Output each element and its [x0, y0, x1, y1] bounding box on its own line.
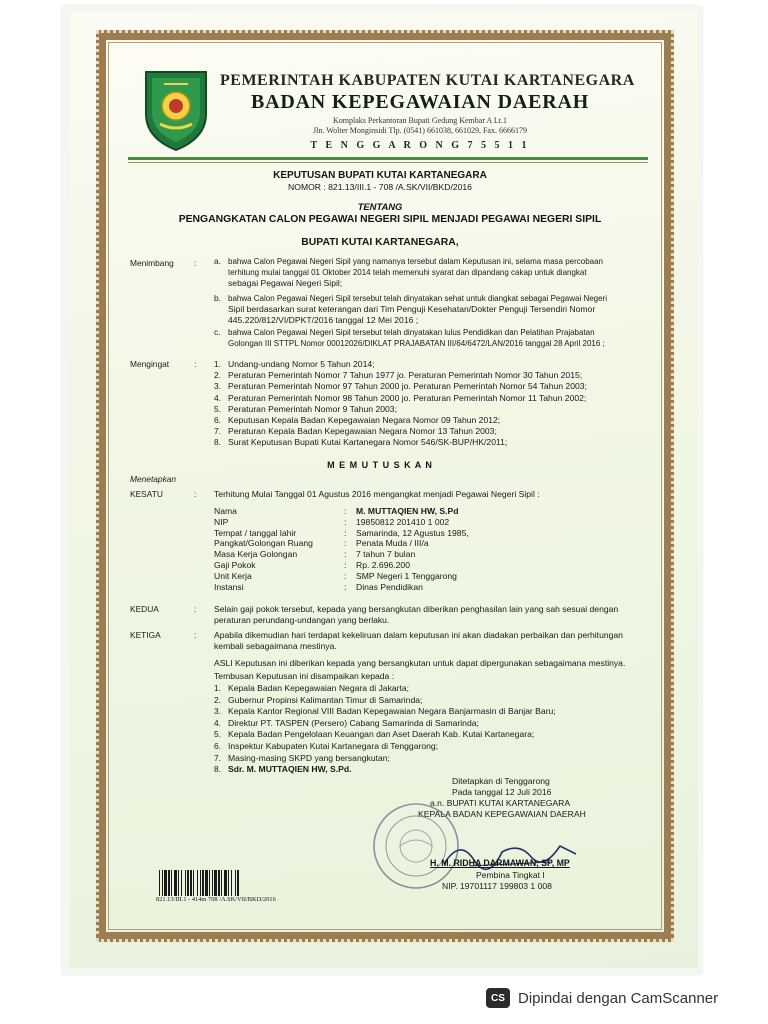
barcode-bar — [231, 870, 232, 896]
barcode-bar — [235, 870, 236, 896]
barcode-bar — [168, 870, 170, 896]
mengingat-number: 7. — [214, 426, 221, 437]
barcode-bar — [162, 870, 163, 896]
field-value: Rp. 2.696.200 — [356, 560, 410, 570]
field-sep: : — [344, 570, 347, 581]
barcode-bar — [185, 870, 186, 896]
mengingat-number: 3. — [214, 381, 221, 392]
field-label: NIP — [214, 516, 229, 527]
mengingat-number: 6. — [214, 415, 221, 425]
menetapkan-label: Menetapkan — [130, 474, 177, 484]
field-sep: : — [344, 516, 347, 527]
tembusan-item: Kepala Badan Pengelolaan Keuangan dan Aset Daerah Kab. Kutai Kartanegara; — [228, 729, 535, 740]
mengingat-number: 1. — [214, 359, 221, 369]
barcode-bar — [197, 870, 198, 896]
tentang-heading: TENTANG — [357, 201, 403, 212]
mengingat-item: Undang-undang Nomor 5 Tahun 2014; — [228, 359, 375, 369]
handwritten-signature-icon — [440, 834, 580, 874]
tembusan-number: 8. — [214, 764, 221, 775]
tembusan-intro: Tembusan Keputusan ini disampaikan kepada : — [214, 671, 395, 681]
menimbang-mark: a. — [214, 256, 221, 266]
mengingat-number: 4. — [214, 392, 221, 403]
tembusan-number: 5. — [214, 729, 221, 740]
mengingat-item: Peraturan Kepala Badan Kepegawaian Negara Nomor 13 Tahun 2003; — [228, 426, 497, 437]
field-value: 7 tahun 7 bulan — [356, 549, 416, 560]
mengingat-item: Peraturan Pemerintah Nomor 9 Tahun 2003; — [228, 403, 397, 414]
menimbang-line: bahwa Calon Pegawai Negeri Sipil tersebut telah dinyatakan lulus Pendidikan dan Pelatihan Prajabatan — [228, 327, 595, 337]
mengingat-number: 5. — [214, 403, 221, 414]
field-value: Samarinda, 12 Agustus 1985, — [356, 527, 469, 538]
agency-city: T E N G G A R O N G 7 5 5 1 1 — [310, 140, 530, 151]
field-value: Penata Muda / III/a — [356, 538, 429, 549]
barcode-bar — [178, 870, 179, 896]
bupati-heading: BUPATI KUTAI KARTANEGARA, — [301, 237, 459, 248]
tembusan-number: 4. — [214, 717, 221, 728]
barcode-caption: 821.13/III.1 - 414m 708 /A.SK/VII/BKD/2016 — [156, 896, 276, 903]
barcode-bar — [159, 870, 160, 896]
menimbang-line: 445.220/812/VI/DPKT/2016 tanggal 12 Mei 2016 ; — [228, 315, 419, 325]
ketiga-line-1: Apabila dikemudian hari terdapat kekeliruan dalam keputusan ini akan diadakan perbaikan dan perhitungan — [214, 630, 623, 640]
signer-office: KEPALA BADAN KEPEGAWAIAN DAERAH — [418, 809, 586, 819]
barcode-bar — [205, 870, 208, 896]
tembusan-item: Inspektur Kabupaten Kutai Kartanegara di Tenggarong; — [228, 741, 439, 751]
kedua-line-2: peraturan perundang-undangan yang berlaku. — [214, 615, 390, 625]
mengingat-number: 2. — [214, 370, 221, 381]
field-sep: : — [344, 538, 347, 549]
ketiga-label: KETIGA — [130, 630, 161, 640]
asli-statement: ASLI Keputusan ini diberikan kepada yang bersangkutan untuk dapat dipergunakan sebagaimana mestinya. — [214, 658, 626, 668]
barcode-icon — [158, 870, 242, 896]
barcode-bar — [228, 870, 229, 896]
field-value: 19850812 201410 1 002 — [356, 516, 450, 527]
camscanner-watermark — [472, 982, 768, 1014]
memutuskan-heading: M E M U T U S K A N — [327, 460, 433, 470]
agency-address: Komplaks Perkantoran Bupati Gedung Kembar A Lt.1 — [333, 116, 507, 125]
agency-contact: Jln. Wolter Monginsidi Tlp. (0541) 661038, 661029, Fax. 6666179 — [313, 126, 527, 135]
tembusan-number: 3. — [214, 706, 221, 717]
mengingat-sep: : — [194, 359, 197, 369]
decree-number: NOMOR : 821.13/III.1 - 708 /A.SK/VII/BKD/2016 — [288, 182, 472, 192]
tembusan-item: Masing-masing SKPD yang bersangkutan; — [228, 752, 390, 763]
tembusan-item: Gubernur Propinsi Kalimantan Timur di Samarinda; — [228, 694, 423, 705]
barcode-bar — [187, 870, 189, 896]
menimbang-mark: b. — [214, 293, 221, 303]
tembusan-number: 1. — [214, 683, 221, 693]
header-rule-thin — [128, 162, 648, 163]
menimbang-line: Sipil berdasarkan surat keterangan dari Tim Penguji Kesehatan/Dokter Penguji Tersendiri Nomor — [228, 304, 596, 314]
field-value: SMP Negeri 1 Tenggarong — [356, 570, 457, 581]
government-name: PEMERINTAH KABUPATEN KUTAI KARTANEGARA — [220, 72, 635, 89]
signer-name: H. M. RIDHA DARMAWAN, SP, MP — [430, 858, 570, 868]
tembusan-number: 7. — [214, 752, 221, 763]
barcode-bar — [202, 870, 204, 896]
menimbang-line: Golongan III STTPL Nomor 00012026/DIKLAT PRAJABATAN III/64/6472/LAN/2016 tanggal 28 April 2016 ; — [228, 338, 605, 348]
tembusan-number: 6. — [214, 741, 221, 751]
mengingat-item: Peraturan Pemerintah Nomor 98 Tahun 2000 jo. Peraturan Pemerintah Nomor 11 Tahun 2002; — [228, 392, 587, 403]
kedua-sep: : — [194, 604, 197, 614]
ketiga-sep: : — [194, 630, 197, 640]
tembusan-item: Direktur PT. TASPEN (Persero) Cabang Samarinda di Samarinda; — [228, 717, 479, 728]
tembusan-item: Sdr. M. MUTTAQIEN HW, S.Pd. — [228, 764, 352, 775]
menimbang-line: sebagai Pegawai Negeri Sipil; — [228, 278, 343, 288]
barcode-bar — [212, 870, 213, 896]
barcode-bar — [209, 870, 210, 896]
field-value: Dinas Pendidikan — [356, 581, 423, 592]
field-label: Tempat / tanggal lahir — [214, 527, 297, 538]
field-label: Nama — [214, 506, 237, 516]
field-sep: : — [344, 560, 347, 570]
barcode-bar — [190, 870, 192, 896]
field-label: Gaji Pokok — [214, 560, 256, 570]
tembusan-number: 2. — [214, 694, 221, 705]
mengingat-number: 8. — [214, 437, 221, 448]
mengingat-item: Peraturan Pemerintah Nomor 97 Tahun 2000 jo. Peraturan Pemerintah Nomor 54 Tahun 2003; — [228, 381, 587, 392]
kedua-line-1: Selain gaji pokok tersebut, kepada yang bersangkutan diberikan penghasilan lain yang sah sesuai dengan — [214, 604, 619, 614]
signed-date: Pada tanggal 12 Juli 2016 — [452, 787, 552, 797]
menimbang-label: Menimbang — [130, 258, 174, 268]
kesatu-sep: : — [194, 489, 197, 499]
barcode-bar — [221, 870, 222, 896]
barcode-bar — [237, 870, 239, 896]
field-sep: : — [344, 581, 347, 592]
menimbang-mark: c. — [214, 327, 221, 337]
menimbang-line: bahwa Calon Pegawai Negeri Sipil yang namanya tersebut dalam Keputusan ini, selama masa percobaan — [228, 256, 603, 266]
decree-subject: PENGANGKATAN CALON PEGAWAI NEGERI SIPIL MENJADI PEGAWAI NEGERI SIPIL — [178, 214, 602, 225]
barcode-bar — [174, 870, 177, 896]
barcode-bar — [224, 870, 227, 896]
barcode-bar — [218, 870, 220, 896]
menimbang-sep: : — [194, 258, 197, 268]
mengingat-item: Peraturan Pemerintah Nomor 7 Tahun 1977 jo. Peraturan Pemerintah Nomor 30 Tahun 2015; — [228, 370, 583, 381]
field-sep: : — [344, 549, 347, 560]
field-sep: : — [344, 506, 347, 516]
kedua-label: KEDUA — [130, 604, 159, 614]
field-label: Pangkat/Golongan Ruang — [214, 538, 313, 549]
mengingat-label: Mengingat — [130, 359, 170, 369]
tembusan-item: Kepala Badan Kepegawaian Negara di Jakarta; — [228, 683, 410, 693]
field-label: Unit Kerja — [214, 570, 252, 581]
camscanner-logo-icon: CS — [486, 988, 510, 1008]
tembusan-item: Kepala Kantor Regional VIII Badan Kepegawaian Negara Banjarmasin di Banjar Baru; — [228, 706, 556, 717]
signer-rank: Pembina Tingkat I — [476, 870, 545, 880]
menimbang-line: terhitung mulai tanggal 01 Oktober 2014 telah memenuhi syarat dan dipandang cakap untuk diangkat — [228, 267, 587, 277]
field-label: Masa Kerja Golongan — [214, 549, 298, 560]
ketiga-line-2: kembali sebagaimana mestinya. — [214, 641, 337, 651]
kesatu-text: Terhitung Mulai Tanggal 01 Agustus 2016 mengangkat menjadi Pegawai Negeri Sipil : — [214, 489, 540, 499]
mengingat-item: Surat Keputusan Bupati Kutai Kartanegara Nomor 546/SK-BUP/HK/2011; — [228, 437, 508, 448]
barcode-bar — [200, 870, 201, 896]
barcode-bar — [171, 870, 172, 896]
barcode-bar — [164, 870, 167, 896]
menimbang-line: bahwa Calon Pegawai Negeri Sipil tersebut telah dinyatakan sehat untuk diangkat sebagai Pegawai Negeri — [228, 293, 607, 303]
mengingat-item: Keputusan Kepala Badan Kepegawaian Negara Nomor 09 Tahun 2012; — [228, 415, 501, 425]
barcode-bar — [193, 870, 194, 896]
header-rule — [128, 157, 648, 160]
barcode-bar — [214, 870, 217, 896]
camscanner-text: Dipindai dengan CamScanner — [518, 989, 719, 1007]
signed-place: Ditetapkan di Tenggarong — [452, 776, 550, 786]
signer-nip: NIP. 19701117 199803 1 008 — [442, 881, 552, 891]
field-value: M. MUTTAQIEN HW, S.Pd — [356, 506, 459, 516]
regency-crest-icon — [140, 66, 212, 152]
field-label: Instansi — [214, 581, 244, 592]
signed-on-behalf: a.n. BUPATI KUTAI KARTANEGARA — [430, 798, 571, 808]
agency-name: BADAN KEPEGAWAIAN DAERAH — [250, 91, 590, 113]
field-sep: : — [344, 527, 347, 538]
barcode-bar — [181, 870, 182, 896]
decree-title: KEPUTUSAN BUPATI KUTAI KARTANEGARA — [273, 170, 487, 181]
kesatu-label: KESATU — [130, 489, 163, 499]
